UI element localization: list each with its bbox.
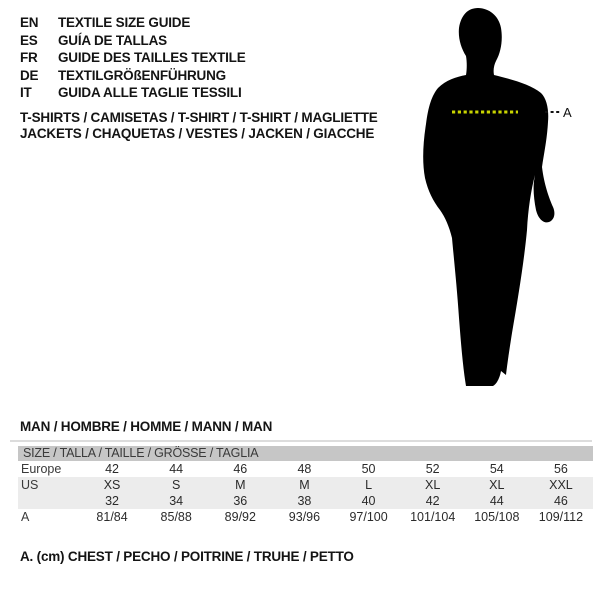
size-cell: XL xyxy=(489,478,505,492)
category-line-jackets: JACKETS / CHAQUETAS / VESTES / JACKEN / GIACCHE xyxy=(20,125,375,141)
table-row-chest xyxy=(18,509,593,525)
language-label: GUIDE DES TAILLES TEXTILE xyxy=(58,50,246,66)
size-table xyxy=(18,446,593,525)
size-cell: 42 xyxy=(425,494,440,508)
size-cell: 105/108 xyxy=(474,510,520,524)
language-list xyxy=(20,14,246,102)
size-cell: S xyxy=(172,478,181,492)
size-cell: XXL xyxy=(549,478,573,492)
size-cell: 54 xyxy=(489,462,504,476)
size-cell: 50 xyxy=(361,462,376,476)
size-cell: XL xyxy=(425,478,441,492)
language-label: GUIDA ALLE TAGLIE TESSILI xyxy=(58,85,242,101)
size-cell: 40 xyxy=(361,494,376,508)
table-row-numeric xyxy=(18,493,593,509)
row-label xyxy=(18,493,80,509)
size-cell: L xyxy=(365,478,373,492)
language-label: TEXTILGRÖßENFÜHRUNG xyxy=(58,67,226,83)
size-cell: 38 xyxy=(297,494,312,508)
row-label: Europe xyxy=(21,462,62,476)
measure-label-a: A xyxy=(563,105,572,120)
size-cell: 34 xyxy=(169,494,184,508)
language-code: DE xyxy=(20,67,39,83)
language-row-it xyxy=(20,84,246,102)
table-top-rule xyxy=(10,440,592,442)
size-cell: 32 xyxy=(105,494,120,508)
row-label: A xyxy=(21,510,30,524)
size-cell: 85/88 xyxy=(160,510,192,524)
gender-heading: MAN / HOMBRE / HOMME / MANN / MAN xyxy=(20,419,273,434)
size-cell: 48 xyxy=(297,462,312,476)
language-code: ES xyxy=(20,32,38,48)
language-row-de xyxy=(20,67,246,85)
language-row-es xyxy=(20,32,246,50)
category-block xyxy=(20,110,378,141)
language-code: IT xyxy=(20,85,32,101)
size-cell: 101/104 xyxy=(410,510,456,524)
measurement-footnote: A. (cm) CHEST / PECHO / POITRINE / TRUHE / PETTO xyxy=(20,549,354,564)
man-silhouette xyxy=(423,8,554,386)
language-label: TEXTILE SIZE GUIDE xyxy=(58,15,191,30)
size-cell: 89/92 xyxy=(224,510,256,524)
size-cell: 46 xyxy=(553,494,568,508)
size-cell: 81/84 xyxy=(96,510,128,524)
size-cell: 42 xyxy=(105,462,120,476)
language-row-en xyxy=(20,14,246,32)
row-label: US xyxy=(21,478,39,492)
man-silhouette-figure xyxy=(405,0,600,400)
language-label: GUÍA DE TALLAS xyxy=(58,32,167,48)
size-cell: 56 xyxy=(553,462,568,476)
size-cell: M xyxy=(299,478,310,492)
size-cell: 44 xyxy=(169,462,184,476)
size-cell: 52 xyxy=(425,462,440,476)
language-code: FR xyxy=(20,50,38,66)
size-cell: 109/112 xyxy=(538,510,584,524)
table-row-us xyxy=(18,477,593,493)
language-row-fr xyxy=(20,49,246,67)
language-code: EN xyxy=(20,15,39,30)
category-line-tshirts: T-SHIRTS / CAMISETAS / T-SHIRT / T-SHIRT / MAGLIETTE xyxy=(20,110,378,125)
table-row-europe xyxy=(18,461,593,477)
size-cell: XS xyxy=(103,478,121,492)
size-table-header: SIZE / TALLA / TAILLE / GRÖSSE / TAGLIA xyxy=(18,446,593,461)
size-cell: 93/96 xyxy=(288,510,321,524)
size-cell: 36 xyxy=(233,494,248,508)
size-cell: M xyxy=(235,478,246,492)
size-cell: 46 xyxy=(233,462,248,476)
size-cell: 44 xyxy=(489,494,504,508)
size-cell: 97/100 xyxy=(349,510,388,524)
